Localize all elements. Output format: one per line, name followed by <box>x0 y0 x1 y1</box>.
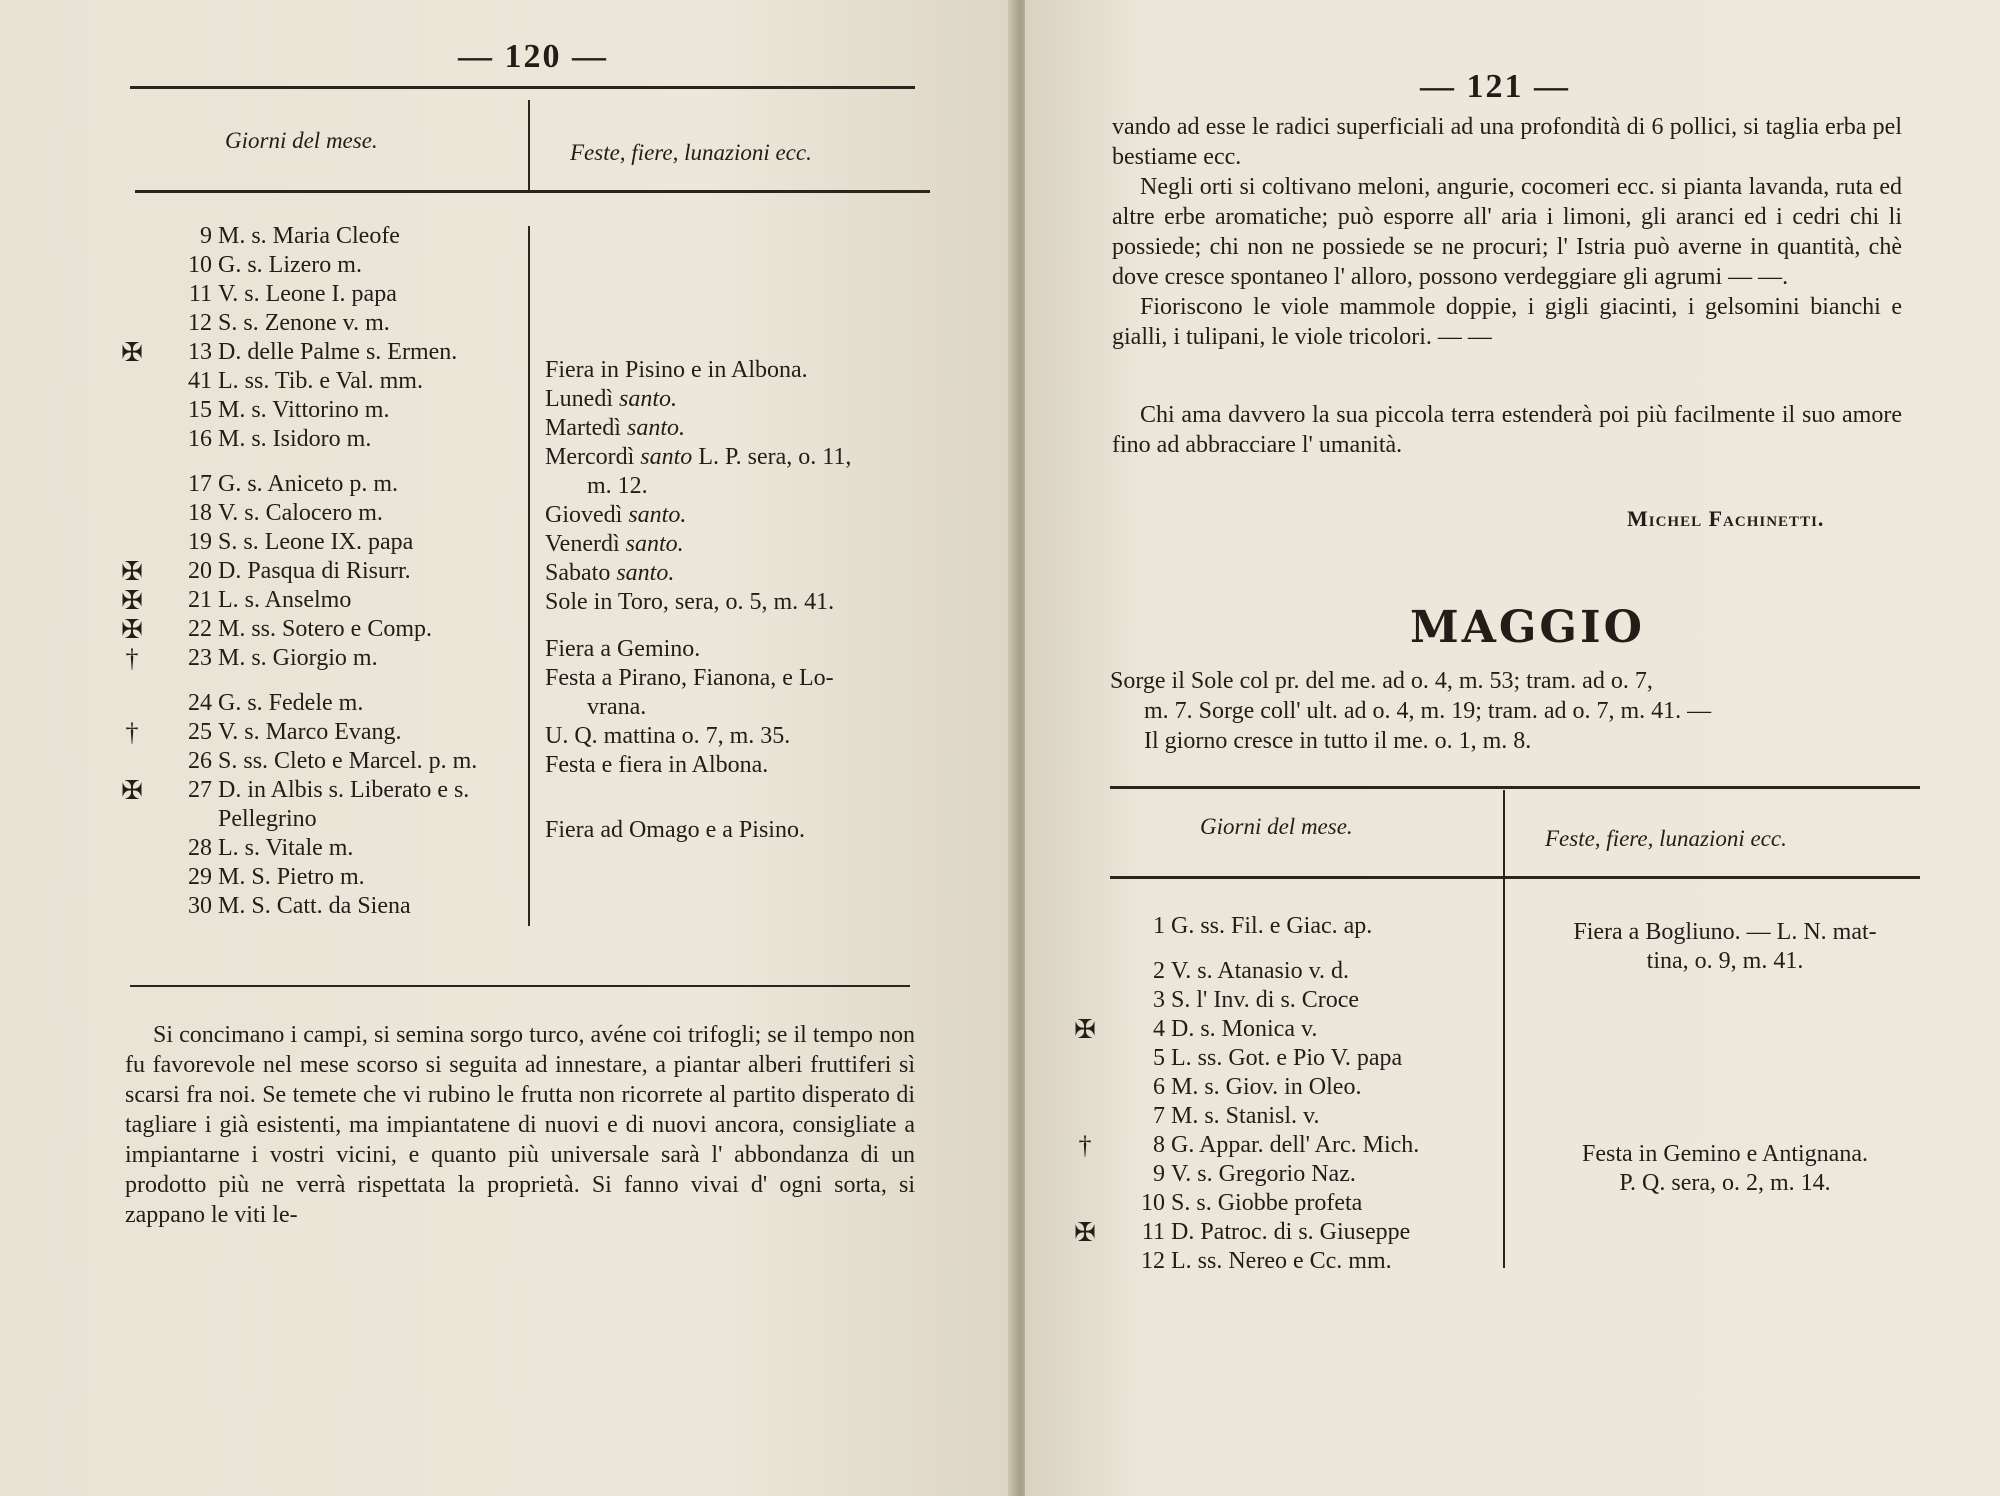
events-column-header: Feste, fiere, lunazioni ecc. <box>570 140 812 165</box>
day-text: V. s. Marco Evang. <box>218 719 402 745</box>
cross-icon: ✠ <box>121 615 143 644</box>
day-row <box>172 222 518 251</box>
event-item: Fiera ad Omago e a Pisino. <box>545 817 805 843</box>
day-number: 4 <box>1153 1016 1165 1042</box>
days-list <box>121 222 518 921</box>
header-bottom-rule <box>135 190 930 193</box>
day-row <box>172 396 518 425</box>
day-row <box>172 367 518 396</box>
day-text: V. s. Gregorio Naz. <box>1171 1161 1356 1187</box>
day-text: L. s. Vitale m. <box>218 835 354 861</box>
day-text: G. s. Fedele m. <box>218 690 364 716</box>
day-text: L. ss. Nereo e Cc. mm. <box>1171 1248 1392 1274</box>
dagger-icon: † <box>125 644 139 673</box>
day-row <box>1078 1131 1420 1160</box>
event-item: Sole in Toro, sera, o. 5, m. 41. <box>545 589 835 615</box>
column-divider <box>1503 790 1505 1268</box>
day-number: 12 <box>188 310 212 336</box>
table-top-rule <box>1110 786 1920 789</box>
body-paragraph: Si concimano i campi, si semina sorgo turco, avéne coi trifogli; se il tempo non fu favorevole nel mese scorso si seguita ad innestare, a piantar alberi fruttiferi sì scarsi fra noi. Se temete che vi rubino le frutta non ricorrete al partito disperato di tagliare i già esistenti, ma impiantatene di nuovi e di nuovi ancora, consigliate a impiantarne i vostri vicini, e quanto più universale sarà l' abbondanza di un prodotto più ne verrà rispettata la proprietà. Si fanno vivai d' ogni sorta, si zappano le viti le- <box>125 1022 915 1228</box>
day-text: D. Patroc. di s. Giuseppe <box>1171 1219 1411 1245</box>
day-number: 10 <box>1141 1190 1165 1216</box>
event-item: Fiera a Gemino. <box>545 636 701 662</box>
events-list <box>545 356 851 845</box>
day-text: V. s. Leone I. papa <box>218 281 397 307</box>
day-number: 18 <box>188 500 212 526</box>
event-item: Festa a Pirano, Fianona, e Lo- vrana. <box>545 665 834 720</box>
event-item: Giovedì santo. <box>545 502 687 528</box>
event-item: Mercordì santo L. P. sera, o. 11, m. 12. <box>545 444 852 499</box>
day-row <box>1125 1102 1419 1131</box>
day-row <box>1074 1218 1419 1247</box>
page-number: — 121 — <box>1420 68 1570 105</box>
day-row <box>1125 1044 1419 1073</box>
day-number: 1 <box>1153 913 1165 939</box>
day-row <box>172 280 518 309</box>
right-page <box>1025 0 2000 1496</box>
day-text: L. ss. Tib. e Val. mm. <box>218 368 423 394</box>
day-text: M. s. Giov. in Oleo. <box>1171 1074 1362 1100</box>
day-number: 10 <box>188 252 212 278</box>
day-text: V. s. Calocero m. <box>218 500 383 526</box>
day-row <box>1074 1015 1419 1044</box>
cross-icon: ✠ <box>1074 1218 1096 1247</box>
day-text: D. in Albis s. Liberato e s. Pellegrino <box>218 777 470 832</box>
day-number: 26 <box>188 748 212 774</box>
day-row <box>172 747 518 776</box>
day-text: D. Pasqua di Risurr. <box>218 558 411 584</box>
day-row <box>125 718 518 747</box>
day-text: M. s. Maria Cleofe <box>218 223 400 249</box>
day-text: G. s. Aniceto p. m. <box>218 471 398 497</box>
sunrise-info: Sorge il Sole col pr. del me. ad o. 4, m. 53; tram. ad o. 7, m. 7. Sorge coll' ult. ad o. 4, m. 19; tram. ad o. 7, m. 41. — Il giorno cresce in tutto il me. o. 1, m. 8. <box>1110 668 1712 754</box>
day-number: 8 <box>1153 1132 1165 1158</box>
day-number: 16 <box>188 426 212 452</box>
day-number: 28 <box>188 835 212 861</box>
day-text: S. s. Giobbe profeta <box>1171 1190 1363 1216</box>
cross-icon: ✠ <box>121 338 143 367</box>
day-row <box>1125 986 1419 1015</box>
day-number: 30 <box>188 893 212 919</box>
days-column-header: Giorni del mese. <box>1200 814 1353 839</box>
day-row <box>121 338 518 367</box>
day-row <box>172 863 518 892</box>
table-top-rule <box>130 86 915 89</box>
day-row <box>172 309 518 338</box>
day-text: G. Appar. dell' Arc. Mich. <box>1171 1132 1420 1158</box>
day-row <box>172 528 518 557</box>
day-text: S. s. Zenone v. m. <box>218 310 390 336</box>
day-number: 13 <box>188 339 212 365</box>
days-column-header: Giorni del mese. <box>225 128 378 153</box>
day-number: 6 <box>1153 1074 1165 1100</box>
day-row <box>125 644 518 673</box>
event-item: Venerdì santo. <box>545 531 684 557</box>
header-bottom-rule <box>1110 876 1920 879</box>
quote-paragraph: Chi ama davvero la sua piccola terra estenderà poi più facilmente il suo amore fino ad abbracciare l' umanità. <box>1112 402 1902 458</box>
day-text: M. s. Stanisl. v. <box>1171 1103 1320 1129</box>
day-row <box>121 557 518 586</box>
day-row <box>1125 1073 1419 1102</box>
column-divider <box>528 226 530 926</box>
day-text: V. s. Atanasio v. d. <box>1171 958 1350 984</box>
day-text: G. s. Lizero m. <box>218 252 362 278</box>
cross-icon: ✠ <box>121 586 143 615</box>
body-paragraph: vando ad esse le radici superficiali ad una profondità di 6 pollici, si taglia erba pel bestiame ecc. Negli orti si coltivano meloni, angurie, cocomeri ecc. si pianta lavanda, ruta ed altre erbe aromatiche; può esporre all' aria i limoni, gli aranci ed i cedri chi li possiede; chi non ne possiede se ne procuri; l' Istria può averne in quantità, chè dove cresce spontaneo l' alloro, possono verdeggiare gli agrumi — —. Fioriscono le viole mammole doppie, i gigli giacinti, i gelsomini bianchi e gialli, i tulipani, le viole tricolori. — — <box>1112 114 1902 350</box>
day-number: 17 <box>188 471 212 497</box>
day-row <box>172 425 518 454</box>
day-number: 23 <box>188 645 212 671</box>
month-title: MAGGIO <box>1410 602 1645 653</box>
day-number: 29 <box>188 864 212 890</box>
signature: Michel Fachinetti. <box>1627 506 1825 531</box>
page-number: — 120 — <box>458 38 608 75</box>
cross-icon: ✠ <box>121 557 143 586</box>
days-list <box>1074 912 1420 1276</box>
day-number: 22 <box>188 616 212 642</box>
day-row <box>1125 1189 1419 1218</box>
day-number: 15 <box>188 397 212 423</box>
event-item: U. Q. mattina o. 7, m. 35. <box>545 723 791 749</box>
dagger-icon: † <box>1078 1131 1092 1160</box>
day-text: M. S. Pietro m. <box>218 864 365 890</box>
day-row <box>1125 1247 1419 1276</box>
events-column-header: Feste, fiere, lunazioni ecc. <box>1545 826 1787 851</box>
day-text: M. S. Catt. da Siena <box>218 893 411 919</box>
table-bottom-rule <box>130 985 910 987</box>
day-text: L. ss. Got. e Pio V. papa <box>1171 1045 1403 1071</box>
day-number: 12 <box>1141 1248 1165 1274</box>
day-number: 2 <box>1153 958 1165 984</box>
event-item: Festa in Gemino e Antignana. P. Q. sera, o. 2, m. 14. <box>1582 1141 1868 1196</box>
day-text: M. ss. Sotero e Comp. <box>218 616 433 642</box>
day-text: S. s. Leone IX. papa <box>218 529 414 555</box>
day-row <box>121 776 518 834</box>
day-text: G. ss. Fil. e Giac. ap. <box>1171 913 1373 939</box>
event-item: Sabato santo. <box>545 560 675 586</box>
day-text: S. l' Inv. di s. Croce <box>1171 987 1360 1013</box>
day-number: 9 <box>1153 1161 1165 1187</box>
day-row <box>172 689 518 718</box>
day-row <box>1125 912 1419 941</box>
day-row <box>172 470 518 499</box>
event-item: Fiera in Pisino e in Albona. <box>545 357 808 383</box>
day-number: 9 <box>200 223 212 249</box>
day-number: 19 <box>188 529 212 555</box>
day-row <box>121 586 518 615</box>
event-item: Festa e fiera in Albona. <box>545 752 769 778</box>
day-row <box>172 499 518 528</box>
dagger-icon: † <box>125 718 139 747</box>
day-text: L. s. Anselmo <box>218 587 352 613</box>
day-text: D. delle Palme s. Ermen. <box>218 339 458 365</box>
event-item: Lunedì santo. <box>545 386 677 412</box>
day-number: 41 <box>188 368 212 394</box>
day-row <box>172 834 518 863</box>
day-text: S. ss. Cleto e Marcel. p. m. <box>218 748 478 774</box>
day-number: 24 <box>188 690 212 716</box>
cross-icon: ✠ <box>1074 1015 1096 1044</box>
event-item: Martedì santo. <box>545 415 685 441</box>
day-number: 11 <box>1141 1219 1165 1245</box>
day-row <box>121 615 518 644</box>
day-number: 27 <box>188 777 212 803</box>
header-divider <box>528 100 530 192</box>
cross-icon: ✠ <box>121 776 143 805</box>
event-item: Fiera a Bogliuno. — L. N. mat- tina, o. 9, m. 41. <box>1573 919 1877 974</box>
day-number: 3 <box>1153 987 1165 1013</box>
day-number: 21 <box>188 587 212 613</box>
day-number: 20 <box>188 558 212 584</box>
day-number: 7 <box>1153 1103 1165 1129</box>
day-row <box>172 892 518 921</box>
day-text: D. s. Monica v. <box>1171 1016 1318 1042</box>
day-row <box>172 251 518 280</box>
day-number: 25 <box>188 719 212 745</box>
day-number: 11 <box>188 281 212 307</box>
day-number: 5 <box>1153 1045 1165 1071</box>
day-row <box>1125 1160 1419 1189</box>
day-text: M. s. Vittorino m. <box>218 397 390 423</box>
day-row <box>1125 957 1419 986</box>
day-text: M. s. Giorgio m. <box>218 645 378 671</box>
day-text: M. s. Isidoro m. <box>218 426 372 452</box>
